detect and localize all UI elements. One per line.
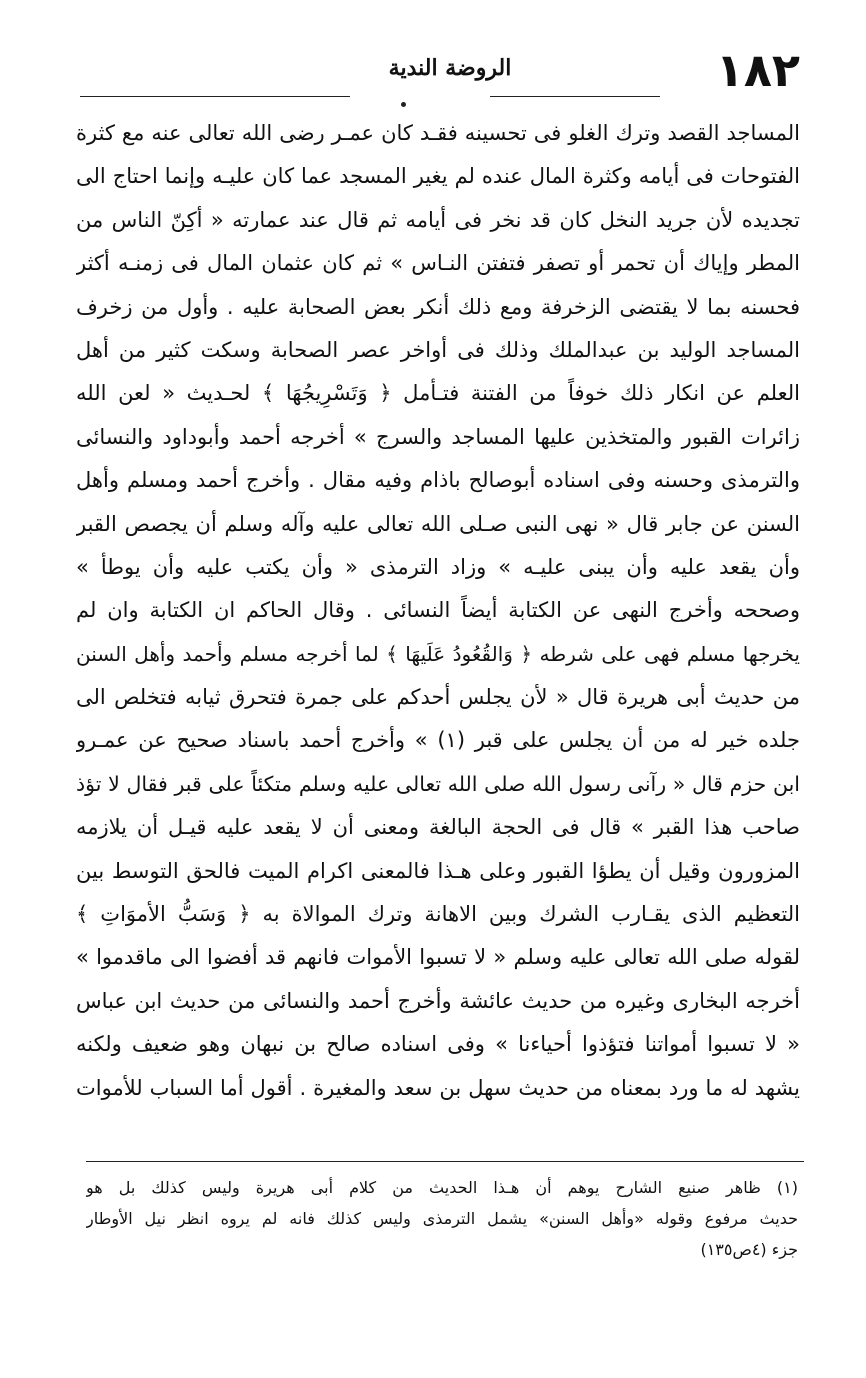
header-rule-right [490,96,660,97]
text-line: صاحب هذا القبر » قال فى الحجة البالغة ومعنى أن لا يقعد عليه قيـل أن يلازمه [76,815,800,840]
text-line: الفتوحات فى أيامه وكثرة المال عنده لم يغير المسجد عما كان عليـه وإنما احتاج الى [76,164,800,189]
text-line: أخرجه البخارى وغيره من حديث عائشة وأخرج أحمد والنسائى من حديث ابن عباس [76,988,800,1013]
running-title: الروضة الندية [388,55,512,81]
text-line: من حديث أبى هريرة قال « لأن يجلس أحدكم على جمرة فتحرق ثيابه فتخلص الى [76,685,800,710]
text-line: المساجد الوليد بن عبدالملك وذلك فى أواخر عصر الصحابة وسكت كثير من أهل [76,337,800,362]
text-line: ابن حزم قال « رآنى رسول الله صلى الله تعالى عليه وسلم متكئاً على قبر فقال لا تؤذ [76,771,800,796]
main-text [76,112,800,1110]
header-rule-left [80,96,350,97]
text-line: وأن يقعد عليه وأن يبنى عليـه » وزاد الترمذى « وأن يكتب عليه وأن يوطأ » [76,554,800,579]
text-line: وصححه وأخرج النهى عن الكتابة أيضاً النسائى . وقال الحاكم ان الكتابة وان لم [76,598,800,623]
text-line: السنن عن جابر قال « نهى النبى صـلى الله تعالى عليه وآله وسلم أن يجصص القبر [76,511,800,536]
page-header [80,42,800,98]
page-number: ١٨٢ [715,43,800,97]
footnote-line: حديث مرفوع وقوله «وأهل السنن» يشمل الترمذى وليس كذلك فانه لم يروه انظر نيل الأوطار [86,1209,798,1228]
footnotes [86,1172,798,1265]
footnote-line: جزء (٤ص١٣٥) [700,1240,798,1259]
text-line: التعظيم الذى يقـارب الشرك وبين الاهانة وترك الموالاة به ﴿ وَسَبُّ الأموَاتِ ﴾ [76,902,800,927]
text-line: والترمذى وحسنه وفى اسناده أبوصالح باذام وفيه مقال . وأخرج أحمد ومسلم وأهل [76,468,800,493]
text-line: لقوله صلى الله تعالى عليه وسلم « لا تسبوا الأموات فانهم قد أفضوا الى ماقدموا » [76,945,800,970]
text-line: يشهد له ما ورد بمعناه من حديث سهل بن سعد والمغيرة . أقول أما السباب للأموات [76,1075,800,1100]
text-line: « لا تسبوا أمواتنا فتؤذوا أحياءنا » وفى اسناده صالح بن نبهان وهو ضعيف ولكنه [76,1032,800,1057]
text-line: زائرات القبور والمتخذين عليها المساجد والسرج » أخرجه أحمد وأبوداود والنسائى [76,424,800,449]
header-ornament-dot [401,102,406,107]
text-line: المطر وإياك أن تحمر أو تصفر فتفتن النـاس » ثم كان عثمان المال فى زمنـه أكثر [76,251,800,276]
text-line: المساجد القصد وترك الغلو فى تحسينه فقـد كان عمـر رضى الله تعالى عنه مع كثرة [76,121,800,145]
text-line: يخرجها مسلم فهى على شرطه ﴿ وَالقُعُودُ عَلَيهَا ﴾ لما أخرجه مسلم وأحمد وأهل السنن [76,641,800,666]
text-line: جلده خير له من أن يجلس على قبر (١) » وأخرج أحمد باسناد صحيح عن عمـرو [76,728,800,753]
footnote-separator [86,1161,804,1162]
text-line: فحسنه بما لا يقتضى الزخرفة ومع ذلك أنكر بعض الصحابة عليه . وأول من زخرف [76,294,800,319]
text-line: تجديده لأن جريد النخل كان قد نخر فى أيامه ثم قال عند عمارته « أكِنّ الناس من [76,207,800,232]
text-line: المزورون وقيل أن يطؤا القبور وعلى هـذا فالمعنى اكرام الميت فالحق التوسط بين [76,858,800,883]
text-line: العلم عن انكار ذلك خوفاً من الفتنة فتـأمل ﴿ وَتَسْرِيجُهَا ﴾ لحـديث « لعن الله [76,381,800,406]
footnote-line: (١) ظاهر صنيع الشارح يوهم أن هـذا الحديث من كلام أبى هريرة وليس كذلك بل هو [86,1178,798,1197]
